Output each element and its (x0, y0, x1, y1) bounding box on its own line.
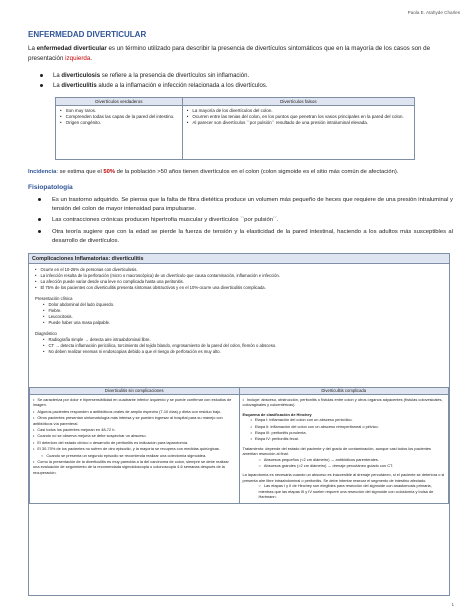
diverticulitis-table (29, 387, 449, 504)
list-item: • Radiografía simple → detecta aire intraabdominal libre. (43, 337, 443, 343)
list-item: • El 30-70% de los pacientes no sufren de otro episodio, y la mayoría se recupera con medidas quirúrgicas. (33, 446, 236, 451)
laparotomy-text: La laparotomía es necesaria cuando un absceso es inaccesible al drenaje percutáneo, si el paciente se deteriora o si presenta aire libre intraabdominal o peritonitis. Se debe intentar resecar el segmento de intestino afectado. (242, 472, 445, 483)
list-item: Otra teoría sugiere que con la edad se pierde la fuerza de tensión y la elasticidad de la pared intestinal, haciendo a los adultos más susceptibles al desarrollo de divertículos. (38, 228, 453, 246)
bullet-icon (38, 230, 41, 233)
list-subitem: ○ Las etapas I y II de Hinchey son elegibles para resección del sigmoide con anastomosis primaria, mientras que las etapas III y IV suelen requerir una resección del sigmoide con colostomía y bolsa de Hartmann. (251, 483, 446, 499)
panel-title: Complicaciones Inflamatorias: diverticulitis (29, 254, 449, 264)
list-item: • Etapa IV: peritonitis fecal. (251, 436, 446, 441)
table-header: Diverticulitis sin complicaciones (30, 388, 240, 395)
list-item: • Ocurren entre las tenias del colon, en los puntos que penetran los vasos principales en la pared del colon. (187, 114, 410, 120)
list-item: • La mayoría de los divertículos del colon. (187, 108, 410, 114)
incidence-paragraph: Incidencia: se estima que el 50% de la población >50 años tienen divertículos en el colon (colon sigmoide es el sitio más común de afectación). (28, 169, 399, 175)
complications-list (35, 267, 443, 291)
bullet-icon (40, 74, 43, 77)
page-number: 1 (451, 602, 454, 607)
list-item: • Puede haber una masa palpable. (43, 320, 443, 326)
list-item: Las contracciones crónicas producen hipertrofia muscular y divertículos ``por pulsión´´. (38, 216, 453, 225)
definition-diverticulosis: La diverticulosis se refiere a la presencia de divertículos sin inflamación. (40, 72, 440, 81)
list-item: • La afección puede variar desde una leve no complicada hasta una peritonitis. (35, 279, 443, 285)
clinical-title: Presentación clínica (35, 296, 73, 301)
uncomplicated-cell (30, 395, 240, 504)
section-title-physiology: Fisiopatología (28, 184, 73, 191)
list-item: • Otros pacientes presentan sintomatología más intensa y se pueden ingresar al hospital para su manejo con antibióticos vía parenteral. (33, 415, 236, 426)
list-item: Es un trastorno adquirido. Se piensa que la falta de fibra dietética produce un volumen más pequeño de heces que requiere de una presión intraluminal y tensión del colon de mayor intensidad para impulsarse. (38, 196, 453, 214)
list-item: • Comprenden todas las capas de la pared del intestino. (60, 114, 178, 120)
table-header: Divertículos falsos (182, 98, 414, 106)
list-item: • Son muy raros. (60, 108, 178, 114)
definition-diverticulitis: La diverticulitis alude a la inflamación e infección relacionada a los divertículos. (40, 82, 440, 91)
list-subitem: ○ Abscesos grandes (>2 cm diámetro) → drenaje percutáneo guiado con CT. (251, 463, 446, 468)
bullet-icon (40, 84, 43, 87)
false-diverticula-cell (182, 106, 414, 160)
diagnosis-list (35, 337, 443, 355)
list-item: • Etapa I: inflamación del colon con un absceso pericólico. (251, 417, 446, 422)
list-item: • Cuando no se observa mejoría se debe sospechar un absceso. (33, 433, 236, 438)
list-item: • Dolor abdominal del lado izquierdo. (43, 302, 443, 308)
list-item: • El 75% de los pacientes con diverticulitis presenta síntomas obstructivos y en el 10%-ocurre una diverticulitis complicada. (35, 285, 443, 291)
list-item: • Etapa II: inflamación del colon con un absceso retroperitoneal o pélvico. (251, 424, 446, 429)
table-header: Diverticulitis complicada (239, 388, 449, 395)
list-item: • Origen congénito. (60, 120, 178, 126)
list-item: • Etapa III: peritonitis purulenta. (251, 430, 446, 435)
bullet-icon (38, 218, 41, 221)
physiology-list (38, 196, 453, 248)
author-name: Paola E. Atahyde Charles (407, 10, 460, 15)
complications-panel (28, 253, 450, 596)
list-item: • Como la presentación de la diverticulitis es muy parecida a la del carcinoma de colon, siempre se debe realizar una evaluación de seguimiento de la recomendada sigmoidoscopia o colonoscopia 4-6 semanas después de la recuperación. (33, 459, 236, 475)
list-item: • Algunos pacientes responden a antibióticos orales de amplio espectro (7-10 días) y dieta con residuo bajo. (33, 409, 236, 414)
list-subitem: ○ Abscesos pequeños (<2 cm diámetro) → antibióticos parenterales. (251, 457, 446, 462)
bullet-icon (38, 198, 41, 201)
diagnosis-title: Diagnóstico (35, 331, 57, 336)
list-item: • Al parecer son divertículos ``por pulsión´´ resultado de una presión intraluminal elevada. (187, 120, 410, 126)
list-item: • El deterioro del estado clínico o desarrollo de peritonitis es indicación para laparotomía. (33, 440, 236, 445)
table-header: Divertículos verdaderos (56, 98, 183, 106)
list-item: • Casi todos los pacientes mejoran en 48-72 h. (33, 427, 236, 432)
list-item: • La infección resulta de la perforación (micro o macroscópica) de un divertículo que causa contaminación, inflamación e infección. (35, 273, 443, 279)
page-title: ENFERMEDAD DIVERTICULAR (28, 30, 147, 39)
intro-paragraph: La enfermedad diverticular es un término utilizado para describir la presencia de divertículos sintomáticos que en la mayoría de los casos son de presentación izquierda. (28, 45, 431, 62)
list-item: • Fiebre. (43, 308, 443, 314)
hinchey-title: Esquema de clasificación de Hinchey (242, 411, 312, 417)
complicated-cell (239, 395, 449, 504)
list-item: • Ocurre en el 10-25% de personas con diverticulosis. (35, 267, 443, 273)
list-item: • Incluye: absceso, obstrucción, peritonitis o fístulas entre colon y otros órganos adyacentes (fístulas colovesicales, colovaginales y coloentéricas). (243, 397, 446, 408)
list-item: • CT → detecta inflamación pericólica, torcimiento del tejido blando, engrosamiento de la pared del colon, flemón o absceso. (43, 343, 443, 349)
diverticula-types-table (55, 97, 415, 160)
true-diverticula-cell (56, 106, 183, 160)
clinical-list (35, 302, 443, 326)
list-item: • Leucocitosis. (43, 314, 443, 320)
list-item: • No deben realizar enemas ni endoscopias debido a que el riesgo de perforación es muy alto. (43, 349, 443, 355)
list-subitem: ○ Cuando se presenta un segundo episodio se recomienda realizar una colectomía sigmoidea. (33, 453, 236, 458)
list-item: • Se caracteriza por dolor e hipersensibilidad en cuadrante inferior izquierdo y se puede confirmar con estudios de imagen. (33, 397, 236, 408)
treatment-text: Tratamiento: depende del estado del paciente y del grado de contaminación, aunque casi todos los pacientes ameritan resección al final. (242, 445, 431, 457)
